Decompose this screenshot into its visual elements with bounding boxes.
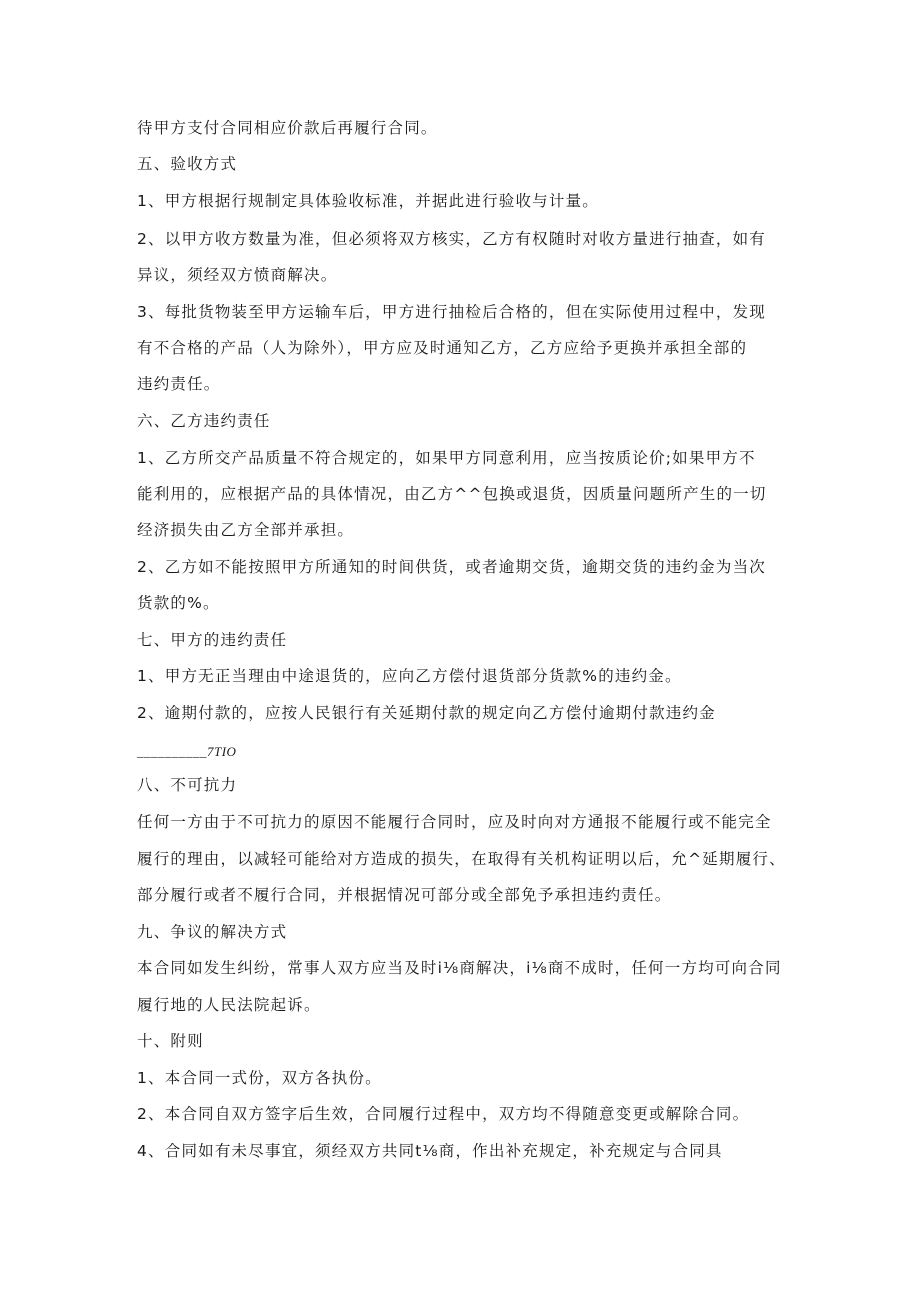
text-line: 2、乙方如不能按照甲方所通知的时间供货，或者逾期交货，逾期交货的违约金为当次 [137,558,766,576]
text-line: 1、乙方所交产品质量不符合规定的，如果甲方同意利用，应当按质论价;如果甲方不 [137,449,756,467]
text-line: 1、甲方根据行规制定具体验收标准，并据此进行验收与计量。 [137,192,599,210]
section-heading: 九、争议的解决方式 [137,923,288,941]
text-line: 待甲方支付合同相应价款后再履行合同。 [137,119,438,137]
text-line: 经济损失由乙方全部并承担。 [137,521,355,539]
section-heading: 七、甲方的违约责任 [137,631,288,649]
text-line: 本合同如发生纠纷，常事人双方应当及时i⅛商解决，i⅛商不成时，任何一方均可向合同 [137,959,782,977]
section-heading: 十、附则 [137,1032,204,1050]
blank-fill-line: __________7TIO [137,744,237,759]
text-line: 履行地的人民法院起诉。 [137,996,321,1014]
text-line: 异议，须经双方愤商解决。 [137,266,338,284]
text-line: 有不合格的产品（人为除外），甲方应及时通知乙方，乙方应给予更换并承担全部的 [137,339,748,357]
text-line: 2、本合同自双方签字后生效，合同履行过程中，双方均不得随意变更或解除合同。 [137,1105,750,1123]
text-line: 部分履行或者不履行合同，并根据情况可部分或全部免予承担违约责任。 [137,886,672,904]
text-line: 能利用的，应根据产品的具体情况，由乙方^^包换或退货，因质量问题所产生的一切 [137,485,767,503]
text-line: 履行的理由，以减轻可能给对方造成的损失，在取得有关机构证明以后，允^延期履行、 [137,850,786,868]
text-line: 1、甲方无正当理由中途退货的，应向乙方偿付退货部分货款%的违约金。 [137,667,682,685]
text-line: 2、以甲方收方数量为准，但必须将双方核实，乙方有权随时对收方量进行抽查，如有 [137,230,766,248]
section-heading: 八、不可抗力 [137,776,238,794]
text-line: 货款的%。 [137,594,220,612]
text-line: 1、本合同一式份，双方各执份。 [137,1069,382,1087]
text-line: 任何一方由于不可抗力的原因不能履行合同时，应及时向对方通报不能履行或不能完全 [137,813,772,831]
text-line: 3、每批货物装至甲方运输车后，甲方进行抽检后合格的，但在实际使用过程中，发现 [137,303,766,321]
section-heading: 五、验收方式 [137,155,238,173]
section-heading: 六、乙方违约责任 [137,412,271,430]
text-line: 违约责任。 [137,375,221,393]
text-line: 4、合同如有未尽事宜，须经双方共同t⅛商，作出补充规定，补充规定与合同具 [137,1142,723,1160]
text-line: 2、逾期付款的，应按人民银行有关延期付款的规定向乙方偿付逾期付款违约金 [137,704,716,722]
